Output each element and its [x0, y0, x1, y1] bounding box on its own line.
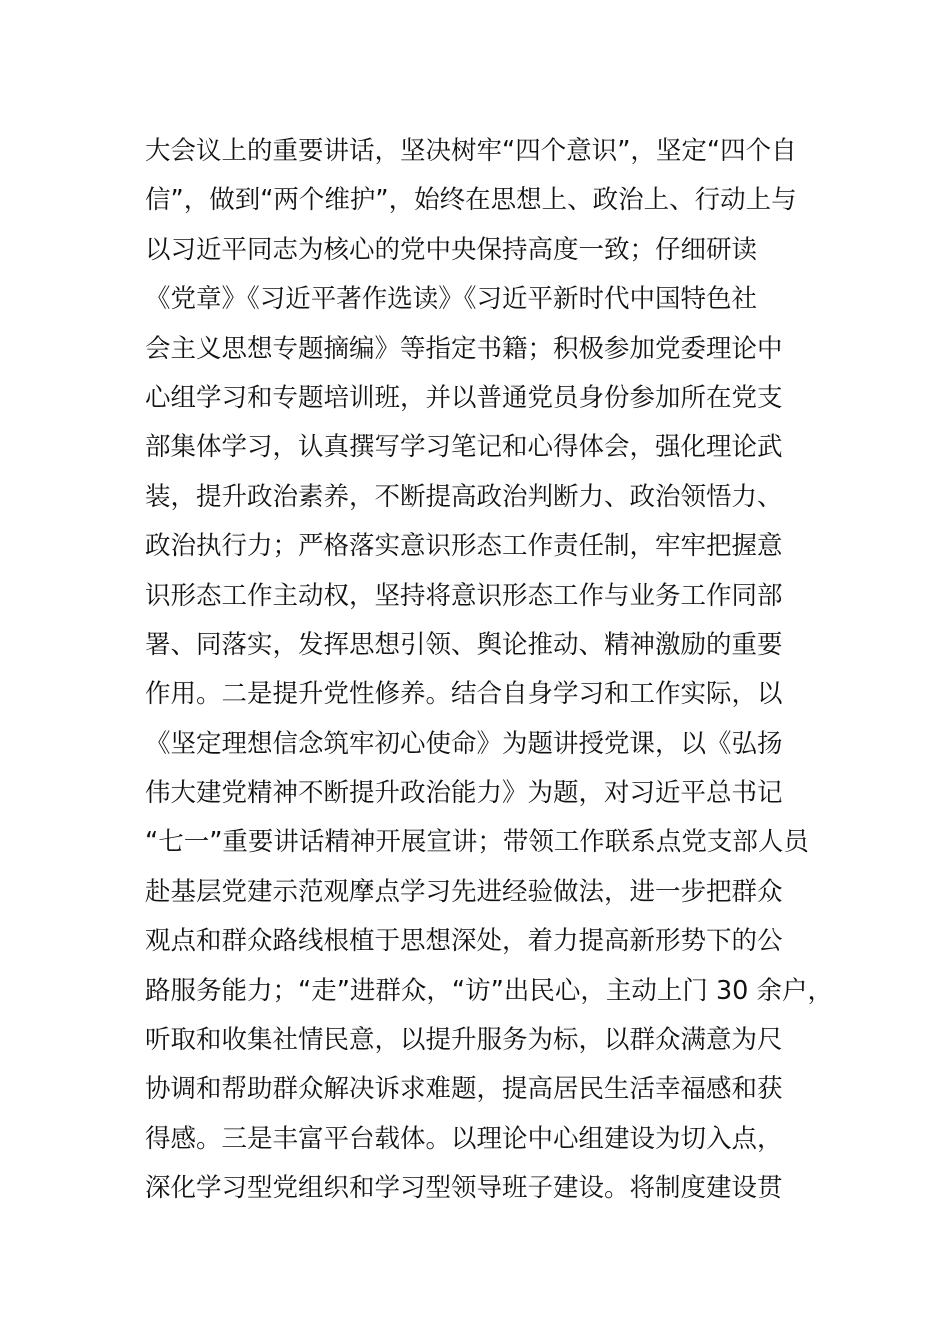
text-line: 深化学习型党组织和学习型领导班子建设。将制度建设贯 — [145, 1173, 783, 1204]
text-line: “七一”重要讲话精神开展宣讲；带领工作联系点党支部人员 — [145, 827, 809, 858]
body-text — [145, 127, 845, 1214]
text-line: 赴基层党建示范观摩点学习先进经验做法，进一步把群众 — [145, 876, 783, 907]
text-line: 路服务能力；“走”进群众，“访”出民心，主动上门 30 余户， — [145, 975, 834, 1006]
text-line: 协调和帮助群众解决诉求难题，提高居民生活幸福感和获 — [145, 1074, 783, 1105]
text-line: 以习近平同志为核心的党中央保持高度一致；仔细研读 — [145, 234, 758, 265]
text-line: 会主义思想专题摘编》等指定书籍；积极参加党委理论中 — [145, 333, 783, 364]
text-line: 识形态工作主动权，坚持将意识形态工作与业务工作同部 — [145, 580, 783, 611]
text-line: 政治执行力；严格落实意识形态工作责任制，牢牢把握意 — [145, 531, 783, 562]
text-line: 信”，做到“两个维护”，始终在思想上、政治上、行动上与 — [145, 185, 797, 216]
text-line: 作用。二是提升党性修养。结合自身学习和工作实际，以 — [145, 679, 783, 710]
text-line: 署、同落实，发挥思想引领、舆论推动、精神激励的重要 — [145, 629, 783, 660]
text-line: 部集体学习，认真撰写学习笔记和心得体会，强化理论武 — [145, 432, 783, 463]
text-line: 听取和收集社情民意，以提升服务为标，以群众满意为尺 — [145, 1025, 783, 1056]
text-line: 伟大建党精神不断提升政治能力》为题，对习近平总书记 — [145, 778, 783, 809]
text-line: 心组学习和专题培训班，并以普通党员身份参加所在党支 — [145, 382, 783, 413]
text-line: 得感。三是丰富平台载体。以理论中心组建设为切入点， — [145, 1123, 783, 1154]
text-line: 大会议上的重要讲话，坚决树牢“四个意识”，坚定“四个自 — [145, 136, 797, 166]
text-line: 《党章》《习近平著作选读》《习近平新时代中国特色社 — [145, 284, 758, 315]
text-line: 观点和群众路线根植于思想深处，着力提高新形势下的公 — [145, 926, 783, 957]
text-line: 装，提升政治素养，不断提高政治判断力、政治领悟力、 — [145, 481, 783, 512]
text-line: 《坚定理想信念筑牢初心使命》为题讲授党课，以《弘扬 — [145, 728, 783, 759]
